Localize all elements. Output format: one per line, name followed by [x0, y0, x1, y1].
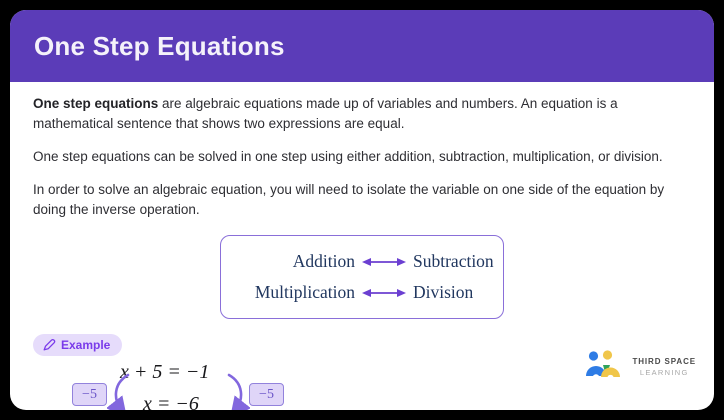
operation-label-division: Division: [413, 282, 474, 302]
curved-arrow-right-icon: [224, 371, 250, 410]
page-title: One Step Equations: [34, 30, 285, 61]
curved-arrow-left-icon: [107, 371, 133, 410]
equation-line-2: x = −6: [143, 393, 199, 410]
example-badge-label: Example: [61, 338, 111, 352]
card-header: [10, 10, 714, 82]
operation-label-multiplication: Multiplication: [254, 282, 355, 302]
operation-label-subtraction: Subtraction: [413, 251, 494, 271]
intro-paragraph-bold: One step equations: [33, 96, 159, 111]
inverse-row-addition: [235, 246, 494, 277]
brand-logo: [585, 350, 696, 384]
example-badge: [33, 334, 122, 356]
pencil-icon: [42, 338, 56, 352]
double-arrow-icon: [362, 287, 406, 299]
inverse-row-multiplication: [235, 277, 489, 308]
intro-paragraph-rest: are algebraic equations made up of variables and numbers. An equation is a mathematical sentence that shows two expressions are equal.: [33, 96, 618, 131]
inverse-paragraph: In order to solve an algebraic equation, you will need to isolate the variable on one side of the equation by doing the inverse operation.: [33, 182, 665, 217]
operation-box-left: −5: [72, 383, 107, 406]
inverse-operations-box: [220, 235, 504, 319]
double-arrow-icon: [362, 256, 406, 268]
equation-line-1: x + 5 = −1: [120, 361, 210, 383]
brand-text: [632, 357, 696, 378]
lesson-card: [10, 10, 714, 410]
intro-paragraph: [33, 94, 691, 134]
brand-name: THIRD SPACE: [632, 356, 696, 366]
operation-box-right: −5: [249, 383, 284, 406]
brand-subname: LEARNING: [639, 367, 689, 377]
brand-logo-icon: [585, 350, 625, 384]
solve-paragraph: One step equations can be solved in one step using either addition, subtraction, multiplication, or division.: [33, 149, 663, 164]
operation-label-addition: Addition: [292, 251, 355, 271]
